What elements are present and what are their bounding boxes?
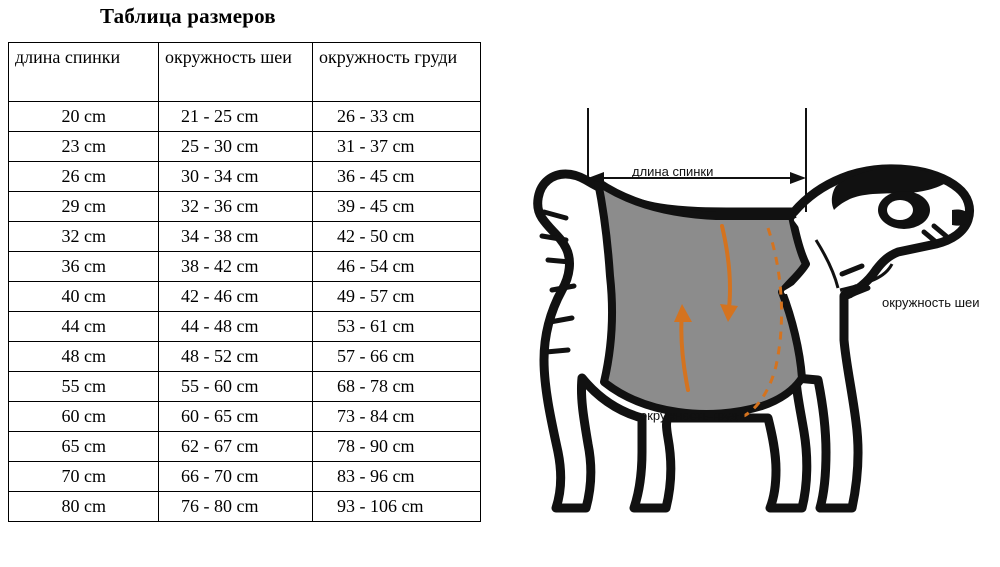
table-cell: 26 - 33 cm — [313, 102, 481, 132]
table-row — [9, 102, 481, 132]
table-row — [9, 192, 481, 222]
table-cell: 44 cm — [9, 312, 159, 342]
table-cell: 60 cm — [9, 402, 159, 432]
dog-eye — [887, 200, 913, 220]
size-table — [8, 42, 481, 522]
table-cell: 36 - 45 cm — [313, 162, 481, 192]
table-body — [9, 102, 481, 522]
table-cell: 20 cm — [9, 102, 159, 132]
table-cell: 32 - 36 cm — [159, 192, 313, 222]
table-cell: 29 cm — [9, 192, 159, 222]
table-cell: 26 cm — [9, 162, 159, 192]
table-cell: 57 - 66 cm — [313, 342, 481, 372]
table-cell: 32 cm — [9, 222, 159, 252]
dog-measurement-diagram — [500, 60, 1000, 560]
table-cell: 55 cm — [9, 372, 159, 402]
table-cell: 39 - 45 cm — [313, 192, 481, 222]
table-row — [9, 162, 481, 192]
column-header-back-length: длина спинки — [9, 43, 159, 102]
table-cell: 73 - 84 cm — [313, 402, 481, 432]
table-cell: 21 - 25 cm — [159, 102, 313, 132]
table-cell: 23 cm — [9, 132, 159, 162]
table-cell: 83 - 96 cm — [313, 462, 481, 492]
label-chest-girth: окружность груди — [640, 408, 746, 423]
table-cell: 36 cm — [9, 252, 159, 282]
table-cell: 44 - 48 cm — [159, 312, 313, 342]
table-cell: 46 - 54 cm — [313, 252, 481, 282]
table-cell: 42 - 50 cm — [313, 222, 481, 252]
label-back-length: длина спинки — [632, 164, 714, 179]
table-row — [9, 342, 481, 372]
table-row — [9, 222, 481, 252]
table-cell: 38 - 42 cm — [159, 252, 313, 282]
column-header-neck-girth: окружность шеи — [159, 43, 313, 102]
table-row — [9, 132, 481, 162]
table-cell: 34 - 38 cm — [159, 222, 313, 252]
table-cell: 49 - 57 cm — [313, 282, 481, 312]
table-cell: 31 - 37 cm — [313, 132, 481, 162]
table-header-row — [9, 43, 481, 102]
table-row — [9, 282, 481, 312]
table-cell: 48 - 52 cm — [159, 342, 313, 372]
page-title: Таблица размеров — [100, 4, 276, 28]
table-row — [9, 372, 481, 402]
column-header-chest-girth: окружность груди — [313, 43, 481, 102]
table-cell: 48 cm — [9, 342, 159, 372]
dog-coat — [598, 182, 806, 414]
table-cell: 66 - 70 cm — [159, 462, 313, 492]
table-cell: 68 - 78 cm — [313, 372, 481, 402]
table-cell: 70 cm — [9, 462, 159, 492]
table-row — [9, 252, 481, 282]
table-row — [9, 312, 481, 342]
table-cell: 78 - 90 cm — [313, 432, 481, 462]
table-cell: 53 - 61 cm — [313, 312, 481, 342]
table-cell: 60 - 65 cm — [159, 402, 313, 432]
table-cell: 25 - 30 cm — [159, 132, 313, 162]
table-cell: 76 - 80 cm — [159, 492, 313, 522]
table-row — [9, 402, 481, 432]
table-cell: 55 - 60 cm — [159, 372, 313, 402]
table-cell: 40 cm — [9, 282, 159, 312]
table-row — [9, 462, 481, 492]
size-table-container — [8, 42, 480, 522]
table-cell: 80 cm — [9, 492, 159, 522]
table-cell: 65 cm — [9, 432, 159, 462]
table-cell: 62 - 67 cm — [159, 432, 313, 462]
table-cell: 42 - 46 cm — [159, 282, 313, 312]
table-row — [9, 492, 481, 522]
table-row — [9, 432, 481, 462]
label-neck-girth: окружность шеи — [882, 295, 980, 310]
table-cell: 30 - 34 cm — [159, 162, 313, 192]
table-cell: 93 - 106 cm — [313, 492, 481, 522]
